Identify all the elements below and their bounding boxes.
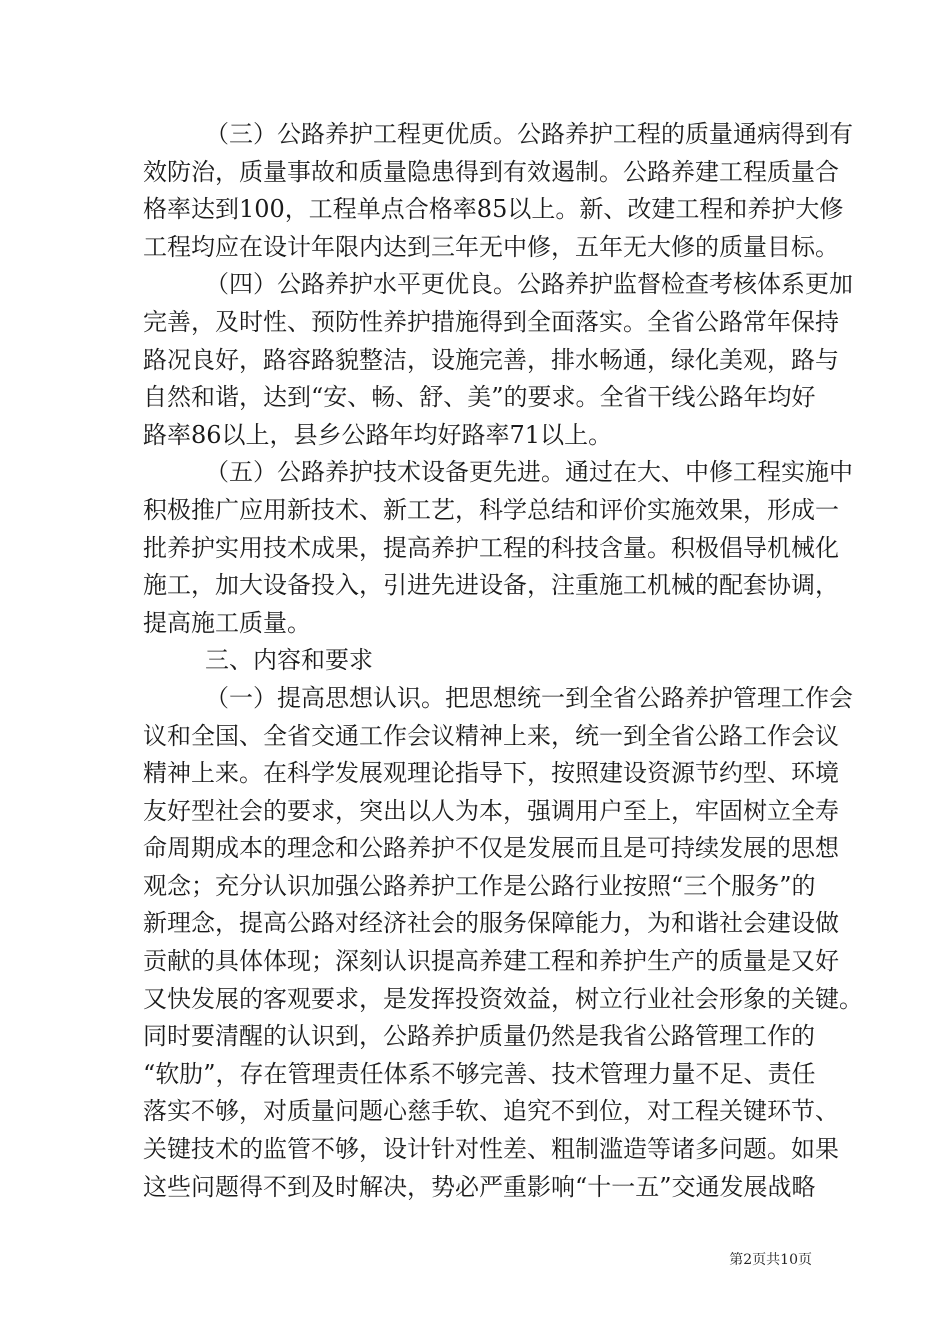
text-line: （三）公路养护工程更优质。公路养护工程的质量通病得到有 <box>205 120 853 148</box>
text-line: （五）公路养护技术设备更先进。通过在大、中修工程实施中 <box>205 458 853 487</box>
text-line: 同时要清醒的认识到，公路养护质量仍然是我省公路管理工作的 <box>143 1022 815 1051</box>
page-footer <box>0 1249 950 1269</box>
text-line: 议和全国、全省交通工作会议精神上来，统一到全省公路工作会议 <box>143 721 839 750</box>
text-line: 自然和谐，达到“安、畅、舒、美”的要求。全省干线公路年均好 <box>143 383 816 412</box>
text-line: 观念；充分认识加强公路养护工作是公路行业按照“三个服务”的 <box>143 871 816 900</box>
text-line: 贡献的具体体现；深刻认识提高养建工程和养护生产的质量是又好 <box>143 947 839 976</box>
text-line: “软肋”，存在管理责任体系不够完善、技术管理力量不足、责任 <box>143 1059 816 1088</box>
text-line: 路率86以上，县乡公路年均好路率71以上。 <box>143 420 613 449</box>
text-line: 新理念，提高公路对经济社会的服务保障能力，为和谐社会建设做 <box>143 909 839 938</box>
text-line: 批养护实用技术成果，提高养护工程的科技含量。积极倡导机械化 <box>143 533 839 562</box>
text-line: 友好型社会的要求，突出以人为本，强调用户至上，牢固树立全寿 <box>143 796 839 825</box>
text-line: 格率达到100，工程单点合格率85以上。新、改建工程和养护大修 <box>143 195 844 224</box>
text-line: 命周期成本的理念和公路养护不仅是发展而且是可持续发展的思想 <box>143 834 839 863</box>
text-line: 完善，及时性、预防性养护措施得到全面落实。全省公路常年保持 <box>143 307 839 336</box>
text-line: 落实不够，对质量问题心慈手软、追究不到位，对工程关键环节、 <box>143 1097 839 1126</box>
text-line: 提高施工质量。 <box>143 608 311 637</box>
text-line: 又快发展的客观要求，是发挥投资效益，树立行业社会形象的关键。 <box>143 984 863 1013</box>
text-line: （四）公路养护水平更优良。公路养护监督检查考核体系更加 <box>205 270 853 299</box>
text-line: 施工，加大设备投入，引进先进设备，注重施工机械的配套协调， <box>143 571 839 600</box>
document-body <box>143 116 863 1206</box>
text-line: 关键技术的监管不够，设计针对性差、粗制滥造等诸多问题。如果 <box>143 1135 839 1164</box>
text-line: 效防治，质量事故和质量隐患得到有效遏制。公路养建工程质量合 <box>143 157 839 186</box>
section-heading: 三、内容和要求 <box>205 646 373 675</box>
text-line: 这些问题得不到及时解决，势必严重影响“十一五”交通发展战略 <box>143 1172 816 1201</box>
text-line: （一）提高思想认识。把思想统一到全省公路养护管理工作会 <box>205 683 853 712</box>
text-line: 精神上来。在科学发展观理论指导下，按照建设资源节约型、环境 <box>143 759 839 788</box>
text-line: 路况良好，路容路貌整洁，设施完善，排水畅通，绿化美观，路与 <box>143 345 839 374</box>
page-number: 第2页共10页 <box>729 1252 812 1268</box>
text-line: 工程均应在设计年限内达到三年无中修，五年无大修的质量目标。 <box>143 232 839 261</box>
text-line: 积极推广应用新技术、新工艺，科学总结和评价实施效果，形成一 <box>143 495 839 524</box>
